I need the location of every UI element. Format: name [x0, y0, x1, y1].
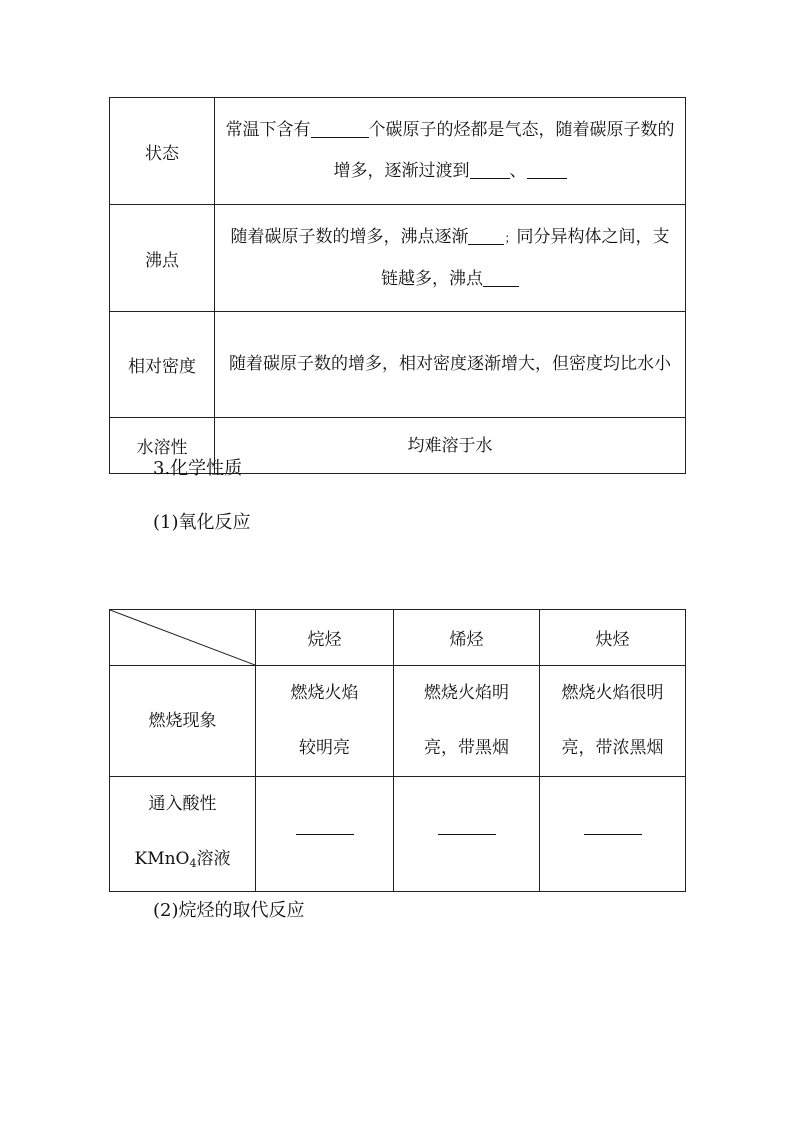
answer-blank-alkane[interactable] [256, 777, 394, 892]
row-label-water-solubility: 水溶性 [110, 418, 215, 474]
table-row [110, 666, 686, 777]
column-header-alkyne: 炔烃 [540, 610, 686, 666]
row-label-relative-density: 相对密度 [110, 312, 215, 418]
table-row [110, 777, 686, 892]
fill-blank[interactable] [483, 269, 519, 287]
row-content-boiling-point: 随着碳原子数的增多，沸点逐渐 ；同分异构体之间，支链越多，沸点 [215, 205, 686, 312]
diagonal-header-cell [110, 610, 256, 666]
row-label-state: 状态 [110, 98, 215, 205]
column-header-alkane: 烷烃 [256, 610, 394, 666]
fill-blank[interactable] [311, 120, 369, 138]
answer-blank-alkene[interactable] [394, 777, 540, 892]
fill-blank[interactable] [468, 227, 504, 245]
subsection-heading-oxidation: (1)氧化反应 [153, 512, 251, 533]
row-content-relative-density: 随着碳原子数的增多，相对密度逐渐增大，但密度均比水小 [215, 312, 686, 418]
row-content-water-solubility: 均难溶于水 [215, 418, 686, 474]
row-label-combustion: 燃烧现象 [110, 666, 256, 777]
fill-blank[interactable] [470, 161, 510, 179]
fill-blank[interactable] [296, 833, 354, 835]
table-row [110, 98, 686, 205]
table-row [110, 205, 686, 312]
oxidation-comparison-table [109, 609, 686, 892]
section-heading-chemical-properties: 3.化学性质 [153, 458, 243, 479]
row-label-boiling-point: 沸点 [110, 205, 215, 312]
answer-blank-alkyne[interactable] [540, 777, 686, 892]
table-header-row [110, 610, 686, 666]
cell-alkene-combustion: 燃烧火焰明 亮，带黑烟 [394, 666, 540, 777]
diagonal-line [110, 610, 255, 665]
table-row [110, 312, 686, 418]
row-content-state: 常温下含有 个碳原子的烃都是气态，随着碳原子数的增多，逐渐过渡到 、 [215, 98, 686, 205]
cell-alkyne-combustion: 燃烧火焰很明 亮，带浓黑烟 [540, 666, 686, 777]
cell-alkane-combustion: 燃烧火焰 较明亮 [256, 666, 394, 777]
fill-blank[interactable] [527, 161, 567, 179]
row-label-kmno4: 通入酸性 KMnO$_4$溶液 [110, 777, 256, 892]
column-header-alkene: 烯烃 [394, 610, 540, 666]
fill-blank[interactable] [584, 833, 642, 835]
subsection-heading-substitution: (2)烷烃的取代反应 [153, 900, 305, 921]
physical-properties-table [109, 97, 686, 474]
fill-blank[interactable] [438, 833, 496, 835]
